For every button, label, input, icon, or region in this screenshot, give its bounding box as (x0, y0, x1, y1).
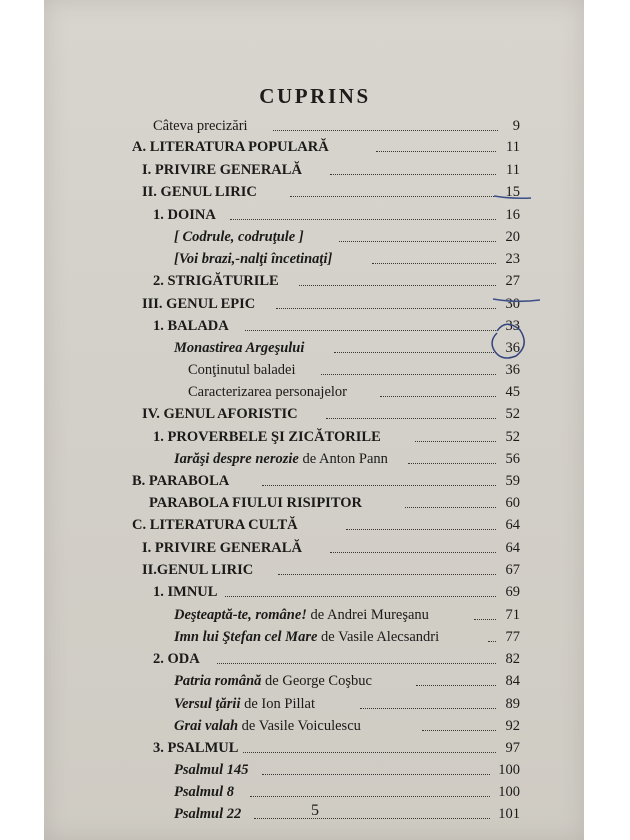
toc-entry-author: de Andrei Mureşanu (306, 607, 429, 623)
toc-entry-label: [ Codrule, codruţule ] (174, 229, 304, 245)
toc-entry-label: I. PRIVIRE GENERALĂ (142, 540, 302, 556)
toc-page-number: 30 (505, 296, 520, 312)
toc-entry-label: Psalmul 8 (174, 784, 235, 800)
toc-page-number: 52 (505, 406, 520, 422)
toc-page-number: 64 (505, 540, 520, 556)
toc-entry-author: de Vasile Alecsandri (317, 629, 440, 645)
toc-entry-label: 1. BALADA (153, 318, 229, 334)
toc-page-number: 36 (505, 340, 520, 356)
toc-page-number: 33 (505, 318, 520, 334)
toc-entry-label: 2. ODA (153, 651, 200, 667)
toc-page-number: 52 (505, 429, 520, 445)
toc-entry-label: [Voi brazi,-nalţi încetinaţi] (174, 251, 333, 267)
toc-entry-label: III. GENUL EPIC (142, 296, 256, 312)
toc-entry-label: PARABOLA FIULUI RISIPITOR (149, 495, 362, 511)
toc-page-number: 64 (505, 517, 520, 533)
page-title: CUPRINS (259, 84, 371, 108)
toc-page-number: 82 (505, 651, 520, 667)
toc-page-number: 89 (505, 696, 520, 712)
toc-page-number: 45 (505, 384, 520, 400)
toc-page-number: 56 (505, 451, 520, 467)
toc-entry-label: B. PARABOLA (132, 473, 230, 489)
toc-entry-label: Conţinutul baladei (188, 362, 296, 378)
toc-entry-label: 1. PROVERBELE ŞI ZICĂTORILE (153, 429, 381, 445)
toc-entry-label: IV. GENUL AFORISTIC (142, 406, 298, 422)
toc-entry-title: Imn lui Ştefan cel Mare (174, 629, 318, 645)
toc-page-number: 100 (498, 762, 520, 778)
toc-entry-author: de Ion Pillat (240, 696, 315, 712)
toc-entry-label: II. GENUL LIRIC (142, 184, 257, 200)
toc-entry-author: de Vasile Voiculescu (238, 718, 361, 734)
toc-page-number: 23 (505, 251, 520, 267)
toc-page-number: 71 (505, 607, 520, 623)
toc-page-number: 67 (505, 562, 520, 578)
toc-entry-label: Psalmul 145 (174, 762, 249, 778)
toc-page-number: 9 (512, 118, 520, 134)
toc-page-number: 69 (505, 584, 520, 600)
toc-page-number: 36 (505, 362, 520, 378)
toc-entry-label: C. LITERATURA CULTĂ (132, 517, 298, 533)
toc-entry-label: Psalmul 22 (174, 806, 242, 822)
toc-entry-label: Caracterizarea personajelor (188, 384, 347, 400)
toc-page-number: 97 (505, 740, 520, 756)
toc-entry-label: A. LITERATURA POPULARĂ (132, 139, 329, 155)
toc-page-number: 92 (505, 718, 520, 734)
toc-page-number: 16 (505, 207, 520, 223)
toc-entry-author: de Anton Pann (298, 451, 388, 467)
toc-entry-label: 1. DOINA (153, 207, 216, 223)
pen-circle-mark (492, 324, 524, 358)
toc-page-number: 11 (506, 162, 520, 178)
toc-entry-label: I. PRIVIRE GENERALĂ (142, 162, 302, 178)
toc-entry-author: de George Coşbuc (261, 673, 372, 689)
toc-entry-title: Versul ţării (174, 696, 241, 712)
page-number: 5 (311, 802, 319, 819)
toc-entry-label: 3. PSALMUL (153, 740, 239, 756)
toc-page-number: 20 (505, 229, 520, 245)
pen-underline-mark (493, 299, 540, 301)
toc-entry-label: Monastirea Argeşului (174, 340, 305, 356)
pen-underline-mark (494, 196, 531, 198)
toc-entry-label: II.GENUL LIRIC (142, 562, 254, 578)
toc-page-number: 59 (505, 473, 520, 489)
toc-entry-title: Patria română (174, 673, 262, 689)
toc-page-number: 11 (506, 139, 520, 155)
toc-entry-label: Câteva precizări (153, 118, 248, 134)
toc-page-number: 101 (498, 806, 520, 822)
toc-page-number: 100 (498, 784, 520, 800)
toc-page-number: 60 (505, 495, 520, 511)
toc-entry-label: 1. IMNUL (153, 584, 218, 600)
toc-entry-title: Deşteaptă-te, române! (174, 607, 307, 623)
toc-entry-title: Grai valah (174, 718, 239, 734)
toc-page-number: 77 (505, 629, 520, 645)
toc-page-number: 15 (505, 184, 520, 200)
toc-entry-label: 2. STRIGĂTURILE (153, 273, 279, 289)
toc-page-number: 27 (505, 273, 520, 289)
toc-entry-title: Iarăşi despre nerozie (174, 451, 299, 467)
toc-page-number: 84 (505, 673, 520, 689)
